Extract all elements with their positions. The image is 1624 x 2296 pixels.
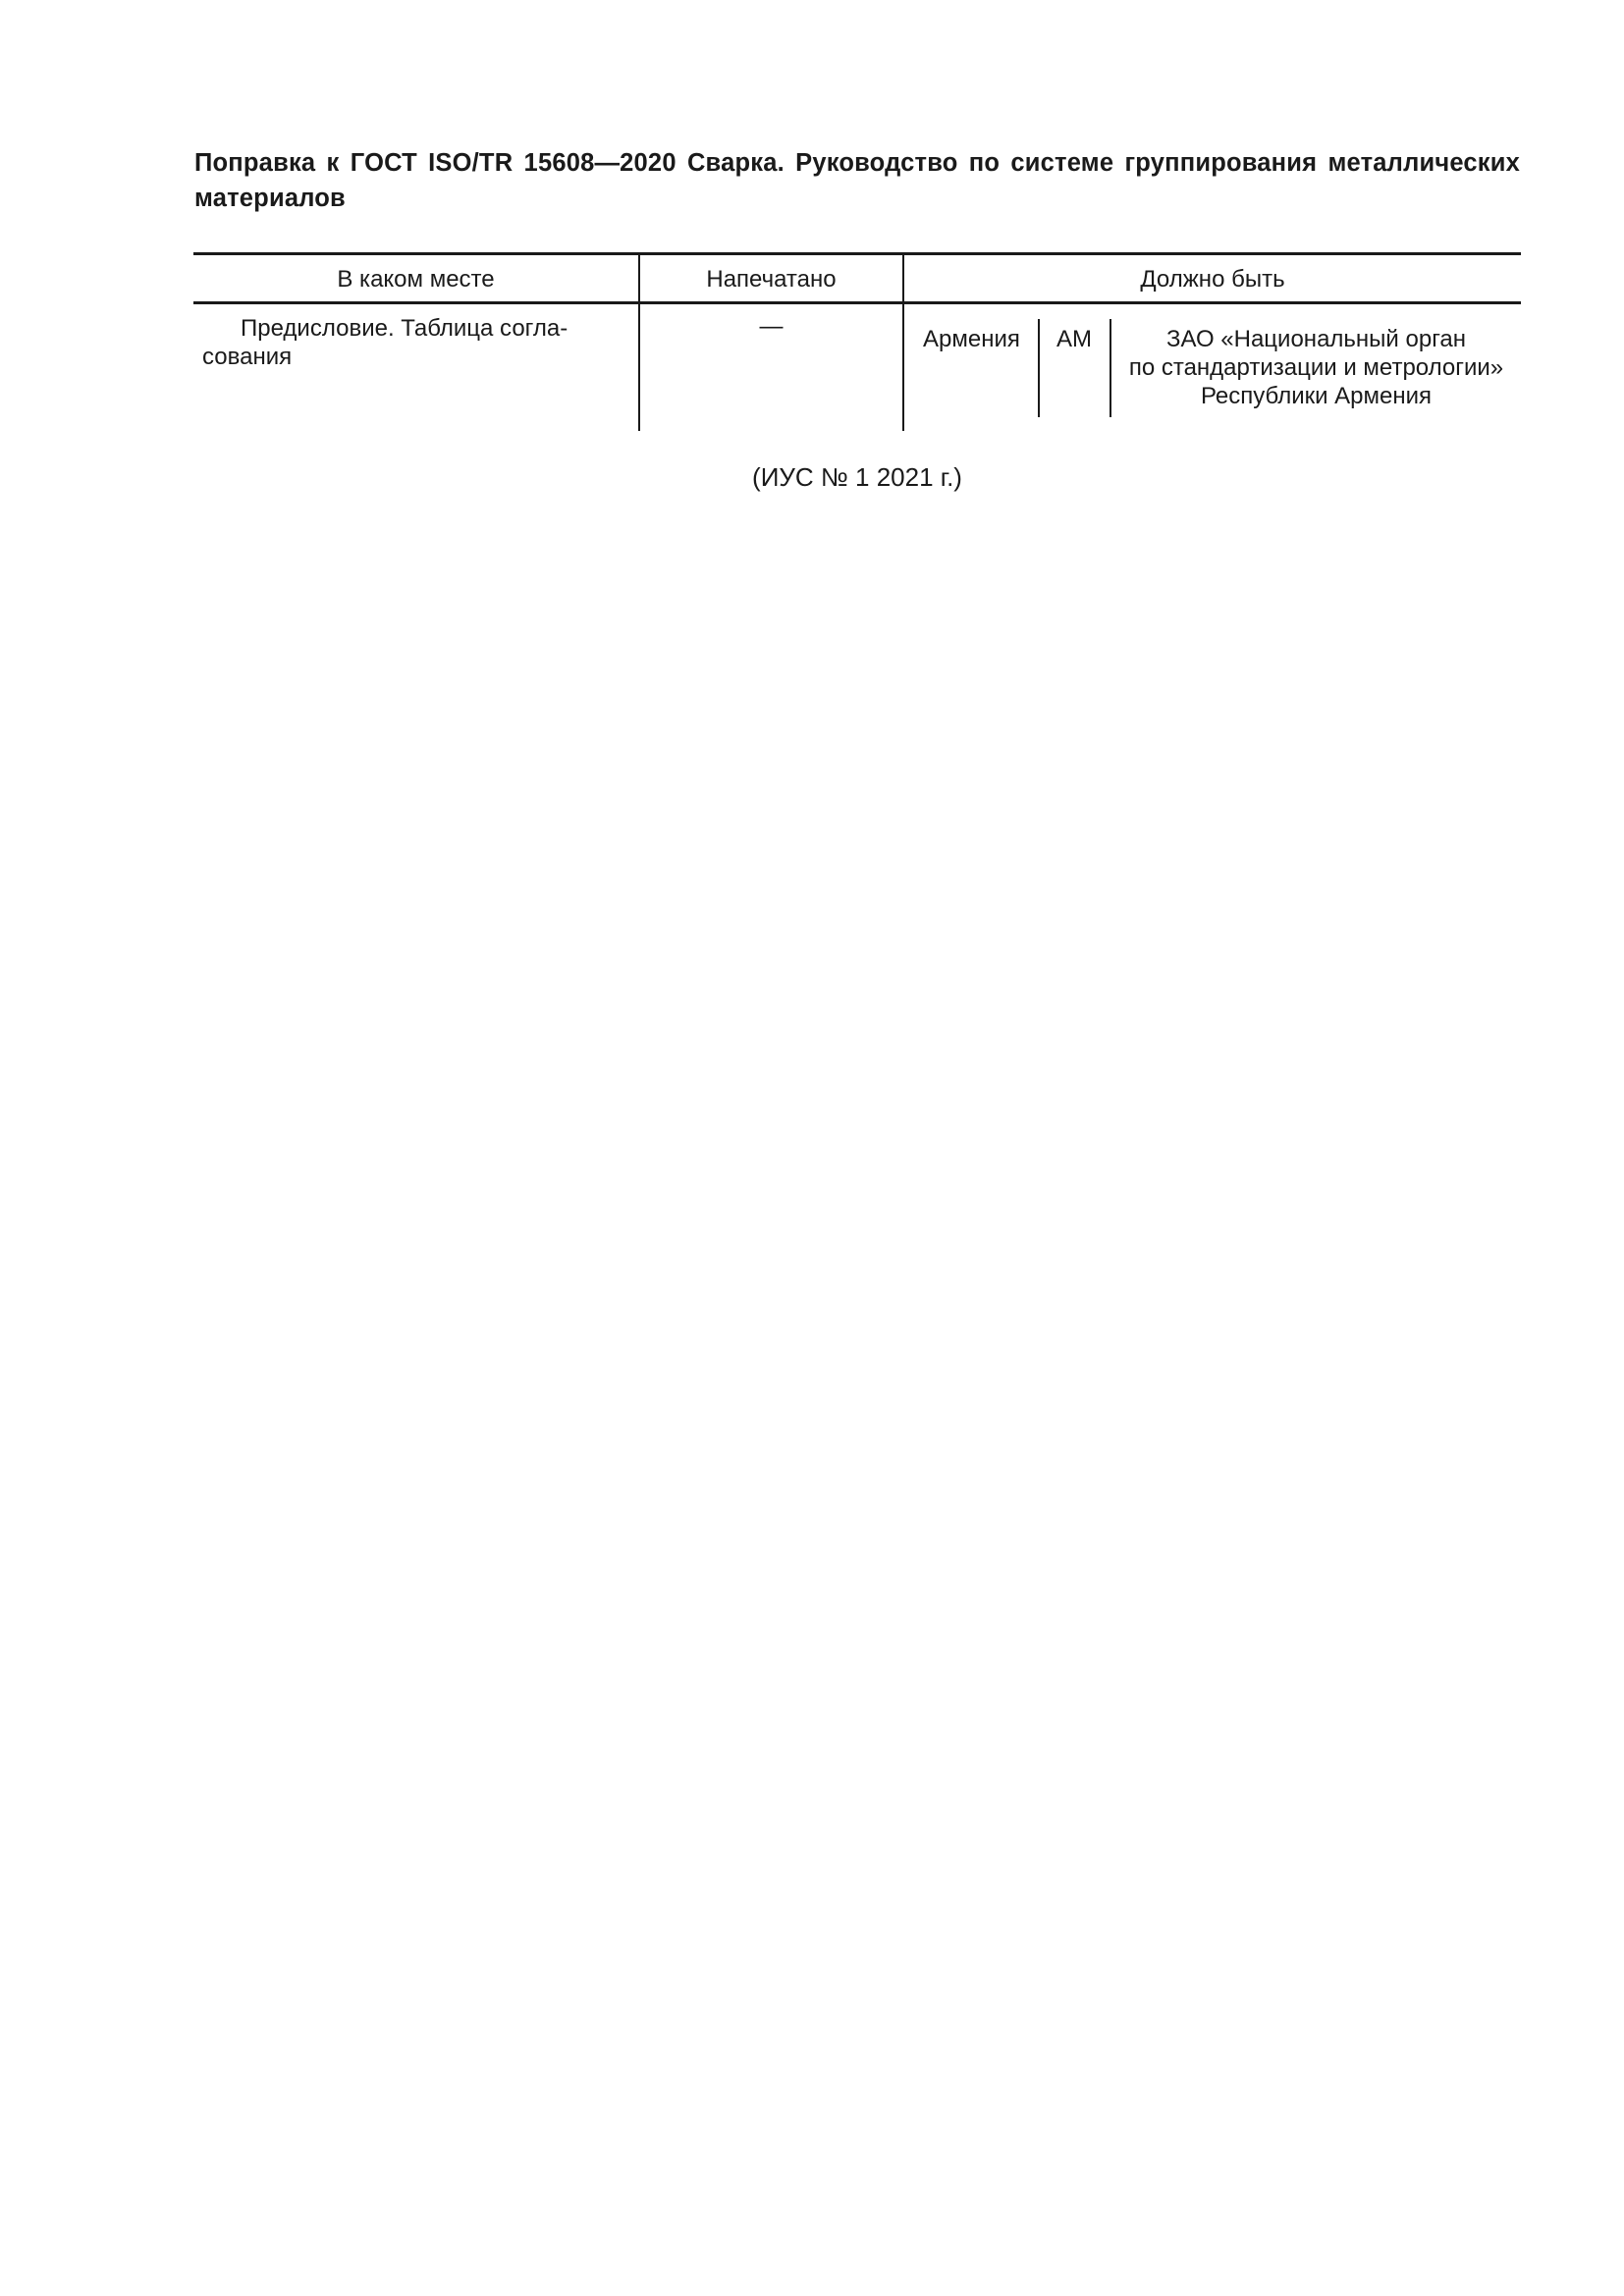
amendment-table [193, 252, 1521, 431]
inner-divider [1038, 319, 1040, 417]
cell-country-code: AM [1056, 326, 1092, 352]
cell-where-line2: сования [202, 344, 293, 370]
table-top-rule [193, 252, 1521, 255]
header-printed: Напечатано [706, 266, 837, 293]
cell-organ-line1: ЗАО «Национальный орган [1165, 326, 1467, 352]
publication-reference: (ИУС № 1 2021 г.) [752, 462, 962, 492]
table-header-rule [193, 301, 1521, 304]
cell-organ-line3: Республики Армения [1200, 383, 1433, 409]
cell-organ-line2: по стандартизации и метрологии» [1128, 354, 1504, 381]
header-where: В каком месте [337, 266, 495, 293]
header-should-be: Должно быть [1140, 266, 1285, 293]
cell-where-line1: Предисловие. Таблица согла- [241, 315, 568, 342]
cell-country: Армения [923, 326, 1020, 352]
cell-printed: — [759, 313, 784, 340]
document-title: Поправка к ГОСТ ISO/TR 15608—2020 Сварка. Руководство по системе группирования металлических материалов [194, 149, 1520, 212]
